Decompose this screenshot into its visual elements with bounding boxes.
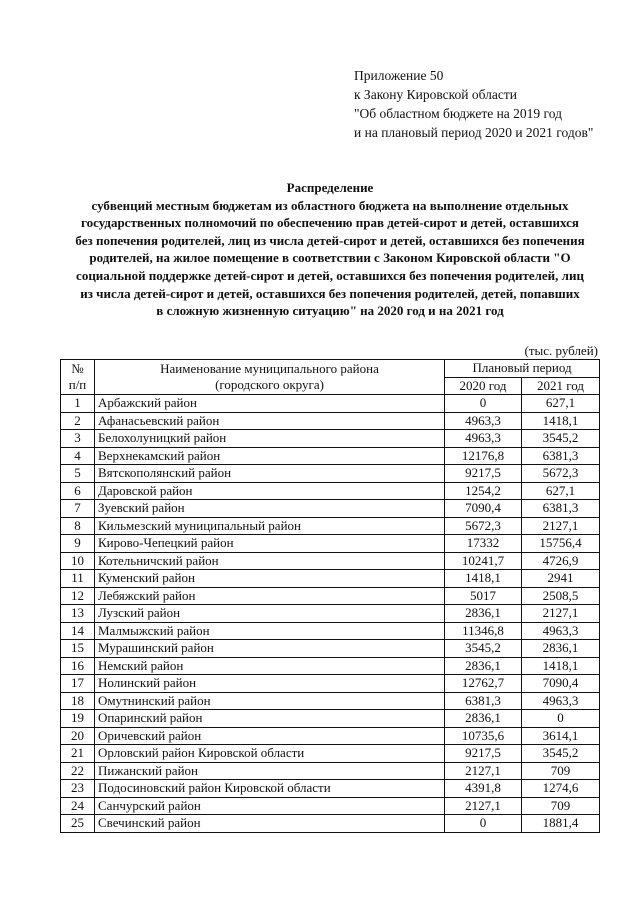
value-2020: 10241,7 (445, 552, 522, 570)
table-row (61, 762, 600, 780)
table-row (61, 412, 600, 430)
district-name: Орловский район Кировской области (95, 745, 445, 763)
header-number (61, 360, 95, 395)
value-2021: 1418,1 (522, 657, 600, 675)
value-2021: 3545,2 (522, 430, 600, 448)
table-row (61, 395, 600, 413)
table-body (61, 395, 600, 833)
value-2021: 3614,1 (522, 727, 600, 745)
value-2020: 2127,1 (445, 797, 522, 815)
district-name: Даровской район (95, 482, 445, 500)
heading-line: субвенций местным бюджетам из областного бюджета на выполнение отдельных (91, 197, 569, 213)
row-number: 5 (61, 465, 95, 483)
header-number-line1: № (71, 361, 84, 376)
district-name: Белохолуницкий район (95, 430, 445, 448)
value-2020: 5017 (445, 587, 522, 605)
table-row (61, 780, 600, 798)
row-number: 17 (61, 675, 95, 693)
row-number: 19 (61, 710, 95, 728)
district-name: Мурашинский район (95, 640, 445, 658)
district-name: Афанасьевский район (95, 412, 445, 430)
table-row (61, 535, 600, 553)
district-name: Куменский район (95, 570, 445, 588)
row-number: 3 (61, 430, 95, 448)
row-number: 25 (61, 815, 95, 833)
table-row (61, 570, 600, 588)
subvention-table (60, 359, 600, 833)
value-2020: 0 (445, 395, 522, 413)
table-row (61, 482, 600, 500)
value-2020: 7090,4 (445, 500, 522, 518)
value-2020: 3545,2 (445, 640, 522, 658)
table-row (61, 640, 600, 658)
row-number: 13 (61, 605, 95, 623)
row-number: 16 (61, 657, 95, 675)
value-2021: 4963,3 (522, 622, 600, 640)
value-2021: 627,1 (522, 395, 600, 413)
table-row (61, 587, 600, 605)
table-row (61, 517, 600, 535)
district-name: Зуевский район (95, 500, 445, 518)
row-number: 10 (61, 552, 95, 570)
heading-line: родителей, на жилое помещение в соответствии с Законом Кировской области "О (89, 250, 571, 266)
value-2020: 2836,1 (445, 710, 522, 728)
value-2021: 0 (522, 710, 600, 728)
value-2020: 4963,3 (445, 430, 522, 448)
district-name: Свечинский район (95, 815, 445, 833)
value-2021: 4726,9 (522, 552, 600, 570)
district-name: Санчурский район (95, 797, 445, 815)
value-2020: 6381,3 (445, 692, 522, 710)
row-number: 8 (61, 517, 95, 535)
row-number: 21 (61, 745, 95, 763)
value-2020: 2836,1 (445, 657, 522, 675)
table-row (61, 605, 600, 623)
heading-line: без попечения родителей, лиц из числа детей-сирот и детей, оставшихся без попечения (75, 232, 585, 248)
district-name: Пижанский район (95, 762, 445, 780)
row-number: 15 (61, 640, 95, 658)
district-name: Кильмезский муниципальный район (95, 517, 445, 535)
table-row (61, 692, 600, 710)
row-number: 1 (61, 395, 95, 413)
value-2021: 2127,1 (522, 517, 600, 535)
value-2021: 1418,1 (522, 412, 600, 430)
unit-label: (тыс. рублей) (524, 343, 598, 358)
value-2021: 5672,3 (522, 465, 600, 483)
appendix-line: и на плановый период 2020 и 2021 годов" (354, 125, 594, 140)
row-number: 11 (61, 570, 95, 588)
value-2020: 17332 (445, 535, 522, 553)
value-2020: 11346,8 (445, 622, 522, 640)
district-name: Немский район (95, 657, 445, 675)
header-number-line2: п/п (68, 377, 87, 392)
appendix-line: Приложение 50 (354, 68, 444, 83)
value-2020: 12176,8 (445, 447, 522, 465)
row-number: 9 (61, 535, 95, 553)
value-2021: 6381,3 (522, 447, 600, 465)
district-name: Лебяжский район (95, 587, 445, 605)
value-2021: 627,1 (522, 482, 600, 500)
value-2021: 709 (522, 762, 600, 780)
district-name: Омутнинский район (95, 692, 445, 710)
appendix-line: "Об областном бюджете на 2019 год (354, 106, 562, 121)
header-planned-period: Плановый период (445, 360, 600, 378)
value-2020: 10735,6 (445, 727, 522, 745)
value-2020: 5672,3 (445, 517, 522, 535)
row-number: 18 (61, 692, 95, 710)
header-name-line1: Наименование муниципального района (160, 361, 379, 376)
header-year-2020: 2020 год (445, 377, 522, 395)
value-2021: 2836,1 (522, 640, 600, 658)
district-name: Подосиновский район Кировской области (95, 780, 445, 798)
table-row (61, 500, 600, 518)
district-name: Котельничский район (95, 552, 445, 570)
district-name: Лузский район (95, 605, 445, 623)
table-row (61, 745, 600, 763)
table-row (61, 622, 600, 640)
value-2021: 1881,4 (522, 815, 600, 833)
value-2021: 4963,3 (522, 692, 600, 710)
table-row (61, 465, 600, 483)
value-2021: 15756,4 (522, 535, 600, 553)
table-row (61, 430, 600, 448)
district-name: Опаринский район (95, 710, 445, 728)
table-row (61, 657, 600, 675)
value-2020: 4391,8 (445, 780, 522, 798)
table-header-row (61, 360, 600, 378)
row-number: 4 (61, 447, 95, 465)
heading-line: социальной поддержке детей-сирот и детей, оставшихся без попечения родителей, лиц (76, 267, 584, 283)
value-2020: 0 (445, 815, 522, 833)
table-row (61, 552, 600, 570)
table-row (61, 675, 600, 693)
row-number: 20 (61, 727, 95, 745)
value-2020: 2127,1 (445, 762, 522, 780)
row-number: 6 (61, 482, 95, 500)
district-name: Нолинский район (95, 675, 445, 693)
header-district-name (95, 360, 445, 395)
value-2021: 3545,2 (522, 745, 600, 763)
value-2020: 9217,5 (445, 465, 522, 483)
table-row (61, 727, 600, 745)
row-number: 24 (61, 797, 95, 815)
document-heading (60, 179, 600, 320)
header-name-line2: (городского округа) (215, 377, 324, 392)
district-name: Верхнекамский район (95, 447, 445, 465)
value-2021: 2508,5 (522, 587, 600, 605)
row-number: 22 (61, 762, 95, 780)
heading-line: в сложную жизненную ситуацию" на 2020 год и на 2021 год (156, 303, 504, 319)
value-2021: 7090,4 (522, 675, 600, 693)
header-year-2021: 2021 год (522, 377, 600, 395)
value-2020: 12762,7 (445, 675, 522, 693)
table-row (61, 815, 600, 833)
appendix-block (354, 66, 593, 142)
row-number: 14 (61, 622, 95, 640)
value-2021: 2941 (522, 570, 600, 588)
heading-line: из числа детей-сирот и детей, оставшихся без попечения родителей, детей, попавших (80, 285, 580, 301)
district-name: Кирово-Чепецкий район (95, 535, 445, 553)
value-2021: 1274,6 (522, 780, 600, 798)
heading-line: государственных полномочий по обеспечению прав детей-сирот и детей, оставшихся (81, 215, 579, 231)
value-2021: 709 (522, 797, 600, 815)
value-2020: 9217,5 (445, 745, 522, 763)
value-2021: 6381,3 (522, 500, 600, 518)
table-row (61, 710, 600, 728)
table-row (61, 447, 600, 465)
value-2020: 2836,1 (445, 605, 522, 623)
district-name: Вятскополянский район (95, 465, 445, 483)
table-row (61, 797, 600, 815)
district-name: Оричевский район (95, 727, 445, 745)
value-2020: 1254,2 (445, 482, 522, 500)
value-2020: 1418,1 (445, 570, 522, 588)
row-number: 12 (61, 587, 95, 605)
district-name: Арбажский район (95, 395, 445, 413)
row-number: 23 (61, 780, 95, 798)
row-number: 2 (61, 412, 95, 430)
value-2021: 2127,1 (522, 605, 600, 623)
district-name: Малмыжский район (95, 622, 445, 640)
row-number: 7 (61, 500, 95, 518)
heading-title: Распределение (286, 180, 374, 195)
value-2020: 4963,3 (445, 412, 522, 430)
appendix-line: к Закону Кировской области (354, 87, 518, 102)
